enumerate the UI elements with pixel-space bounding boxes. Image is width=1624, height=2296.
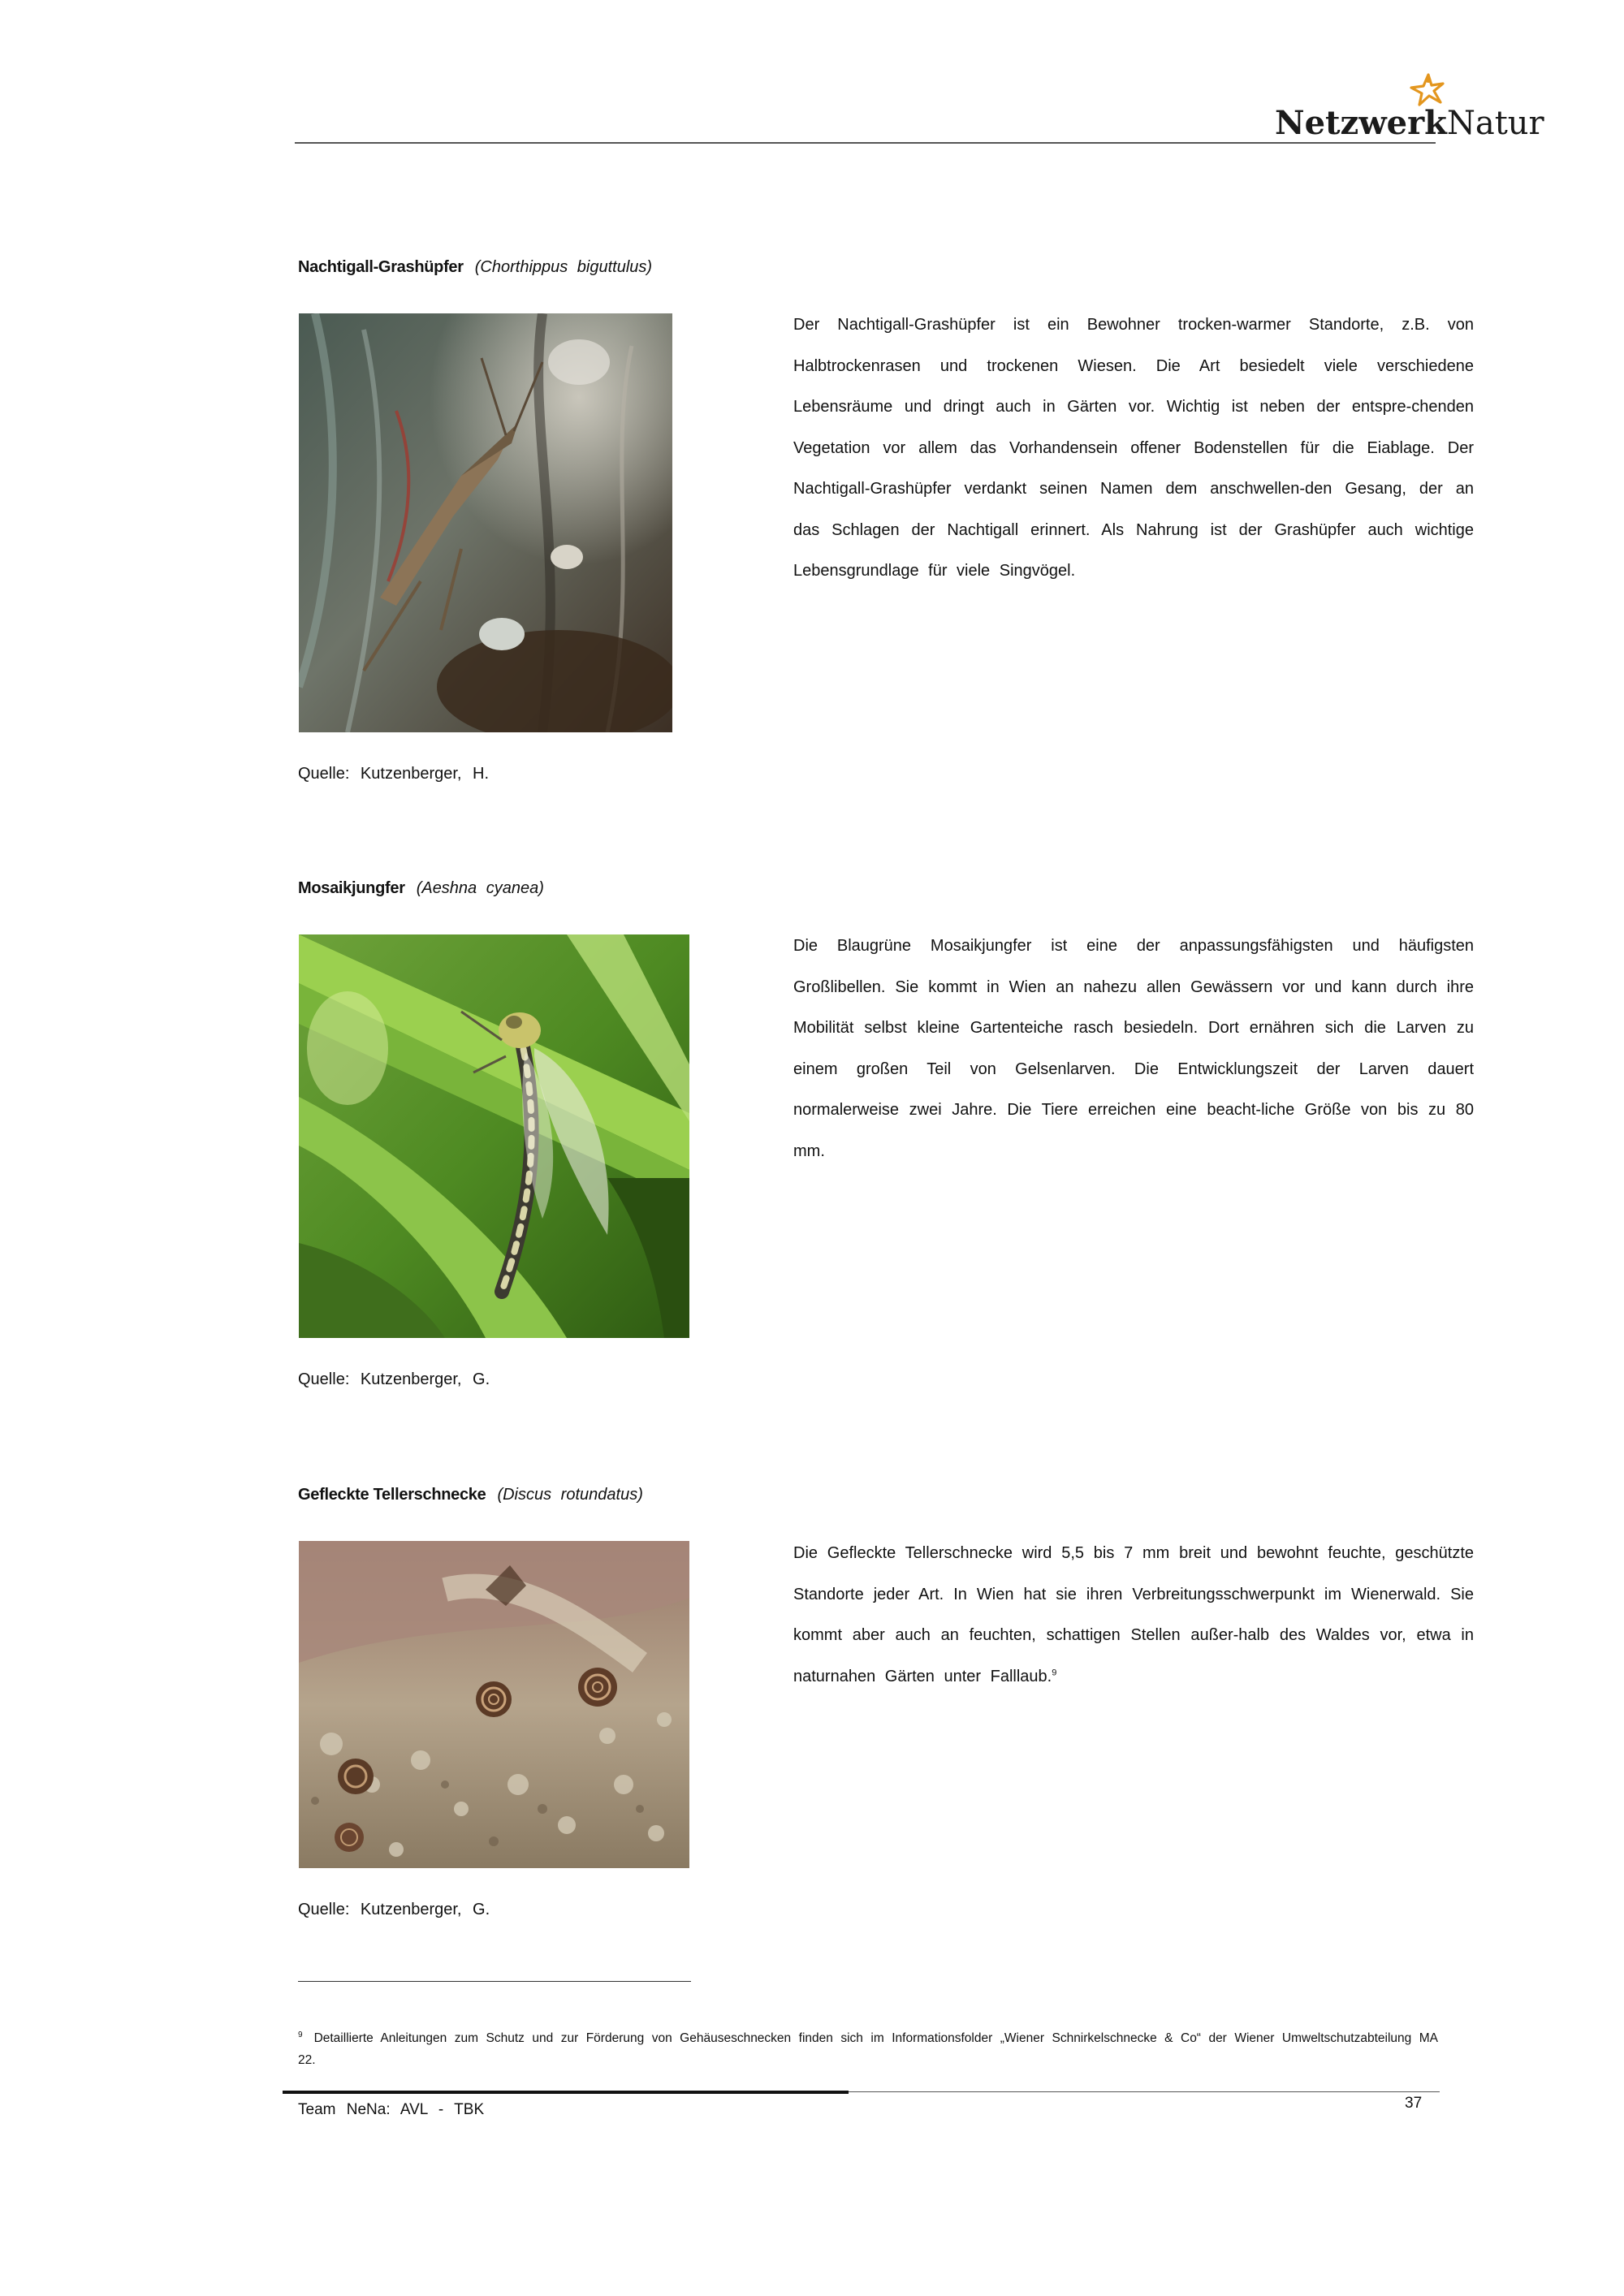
- footer-divider: [283, 2091, 849, 2094]
- species-name: Mosaikjungfer: [298, 879, 405, 897]
- species-name: Gefleckte Tellerschnecke: [298, 1486, 486, 1504]
- footnote: [298, 2024, 1438, 2071]
- species-latin-name: (Chorthippus biguttulus): [474, 258, 653, 276]
- grasshopper-photo: [299, 313, 672, 732]
- photo-source: Quelle: Kutzenberger, G.: [298, 1901, 490, 1918]
- species-heading: [298, 1486, 643, 1504]
- dragonfly-photo: [299, 934, 689, 1338]
- photo-source: Quelle: Kutzenberger, G.: [298, 1370, 490, 1388]
- header-divider: [295, 142, 1436, 144]
- logo-wordmark: NetzwerkNatur: [1275, 104, 1544, 142]
- species-heading: [298, 879, 544, 898]
- page-number: 37: [1405, 2095, 1423, 2112]
- species-description: Der Nachtigall-Grashüpfer ist ein Bewohner trocken-warmer Standorte, z.B. von Halbtrockenrasen und trockenen Wiesen. Die Art besiedelt viele verschiedene Lebensräume und dringt auch in Gärten vor. Wichtig ist neben der entspre-chenden Vegetation vor allem das Vorhandensein offener Bodenstellen für die Eiablage. Der Nachtigall-Grashüpfer verdankt seinen Namen dem anschwellen-den Gesang, der an das Schlagen der Nachtigall erinnert. Als Nahrung ist der Grashüpfer auch wichtige Lebensgrundlage für viele Singvögel.: [793, 316, 1474, 580]
- species-heading: [298, 258, 652, 277]
- footnote-marker: 9: [298, 2031, 303, 2039]
- footnote-text: Detaillierte Anleitungen zum Schutz und zur Förderung von Gehäuseschnecken finden sich im Informationsfolder „Wiener Schnirkelschnecke & Co“ der Wiener Umweltschutzabteilung MA 22.: [298, 2031, 1438, 2068]
- species-latin-name: (Aeshna cyanea): [416, 879, 544, 897]
- footnote-divider: [298, 1981, 691, 1982]
- netzwerk-natur-logo: [1275, 73, 1544, 146]
- species-description: Die Gefleckte Tellerschnecke wird 5,5 bis 7 mm breit und bewohnt feuchte, geschützte Standorte jeder Art. In Wien hat sie ihren Verbreitungsschwerpunkt im Wienerwald. Sie kommt aber auch an feuchten, schattigen Stellen außer-halb des Waldes vor, etwa in naturnahen Gärten unter Falllaub.$^9$: [793, 1544, 1474, 1685]
- species-latin-name: (Discus rotundatus): [497, 1486, 643, 1504]
- snail-photo: [299, 1541, 689, 1868]
- photo-source: Quelle: Kutzenberger, H.: [298, 765, 490, 783]
- footnote-reference[interactable]: 9: [1052, 1667, 1057, 1677]
- footer-divider-thin: [849, 2091, 1440, 2092]
- footer-team: Team NeNa: AVL - TBK: [298, 2101, 485, 2118]
- species-description: Die Blaugrüne Mosaikjungfer ist eine der anpassungsfähigsten und häufigsten Großlibellen. Sie kommt in Wien an nahezu allen Gewässern vor und kann durch ihre Mobilität selbst kleine Gartenteiche rasch besiedeln. Dort ernähren sich die Larven zu einem großen Teil von Gelsenlarven. Die Entwicklungszeit der Larven dauert normalerweise zwei Jahre. Die Tiere erreichen eine beacht-liche Größe von bis zu 80 mm.: [793, 937, 1474, 1160]
- species-name: Nachtigall-Grashüpfer: [298, 258, 464, 276]
